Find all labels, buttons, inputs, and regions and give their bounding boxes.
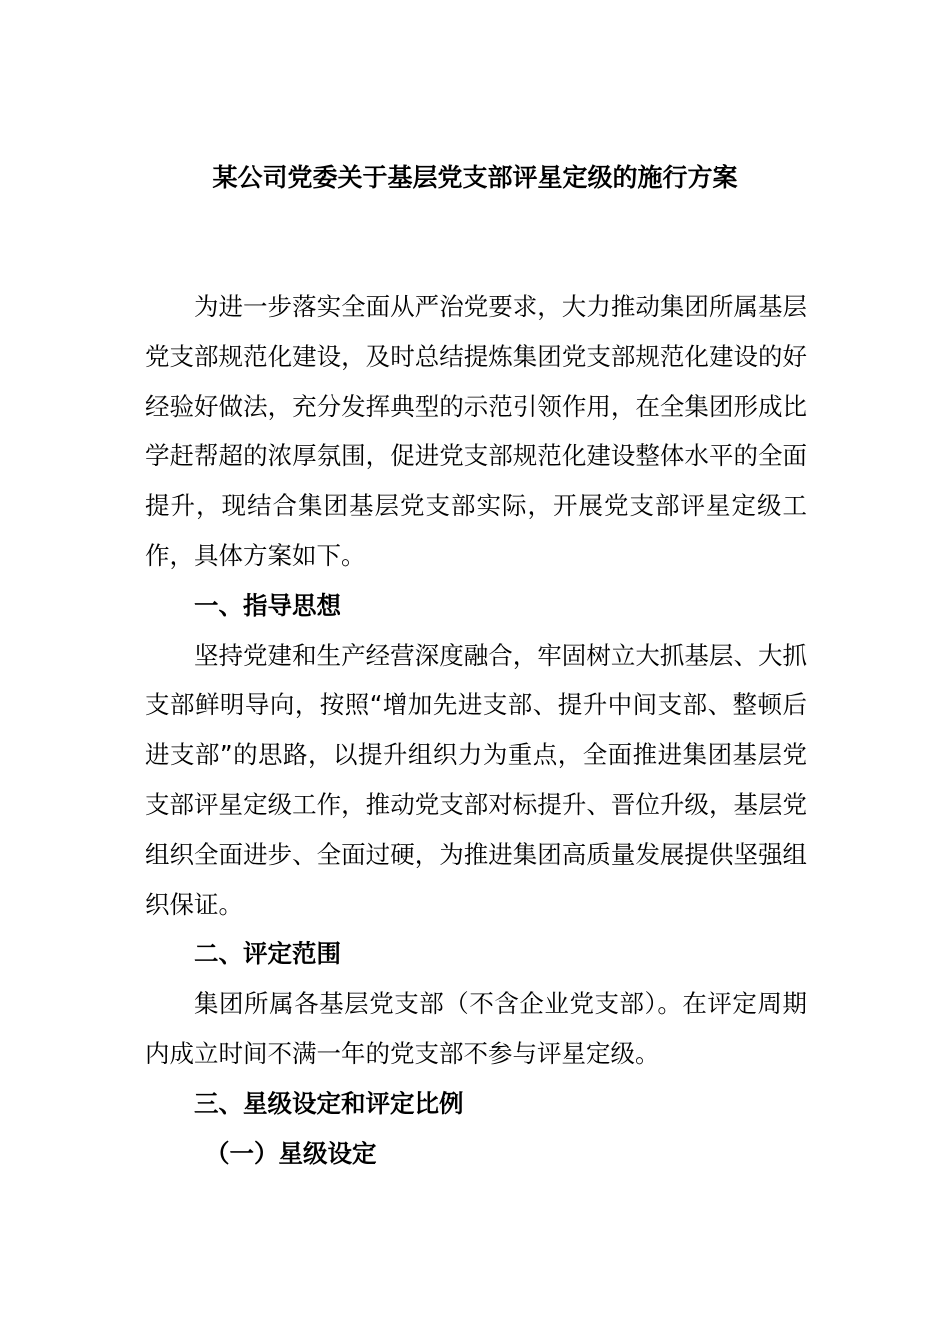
section-paragraph-guiding-ideology: 坚持党建和生产经营深度融合，牢固树立大抓基层、大抓支部鲜明导向，按照“增加先进支部、提升中间支部、整顿后进支部”的思路，以提升组织力为重点，全面推进集团基层党支部评星定级工作，推动党支部对标提升、晋位升级，基层党组织全面进步、全面过硬，为推进集团高质量发展提供坚强组织保证。 bbox=[145, 640, 807, 919]
section-heading-scope: 二、评定范围 bbox=[194, 939, 341, 969]
document-body bbox=[145, 282, 807, 1178]
section-heading-guiding-ideology: 一、指导思想 bbox=[194, 590, 341, 620]
section-heading-star-levels: 三、星级设定和评定比例 bbox=[194, 1088, 464, 1118]
intro-paragraph: 为进一步落实全面从严治党要求，大力推动集团所属基层党支部规范化建设，及时总结提炼集团党支部规范化建设的好经验好做法，充分发挥典型的示范引领作用，在全集团形成比学赶帮超的浓厚氛围，促进党支部规范化建设整体水平的全面提升，现结合集团基层党支部实际，开展党支部评星定级工作，具体方案如下。 bbox=[145, 292, 807, 570]
subsection-heading-star-setting: （一）星级设定 bbox=[205, 1138, 377, 1168]
document-title: 某公司党委关于基层党支部评星定级的施行方案 bbox=[212, 163, 738, 192]
section-paragraph-scope: 集团所属各基层党支部（不含企业党支部）。在评定周期内成立时间不满一年的党支部不参与评星定级。 bbox=[145, 989, 807, 1068]
